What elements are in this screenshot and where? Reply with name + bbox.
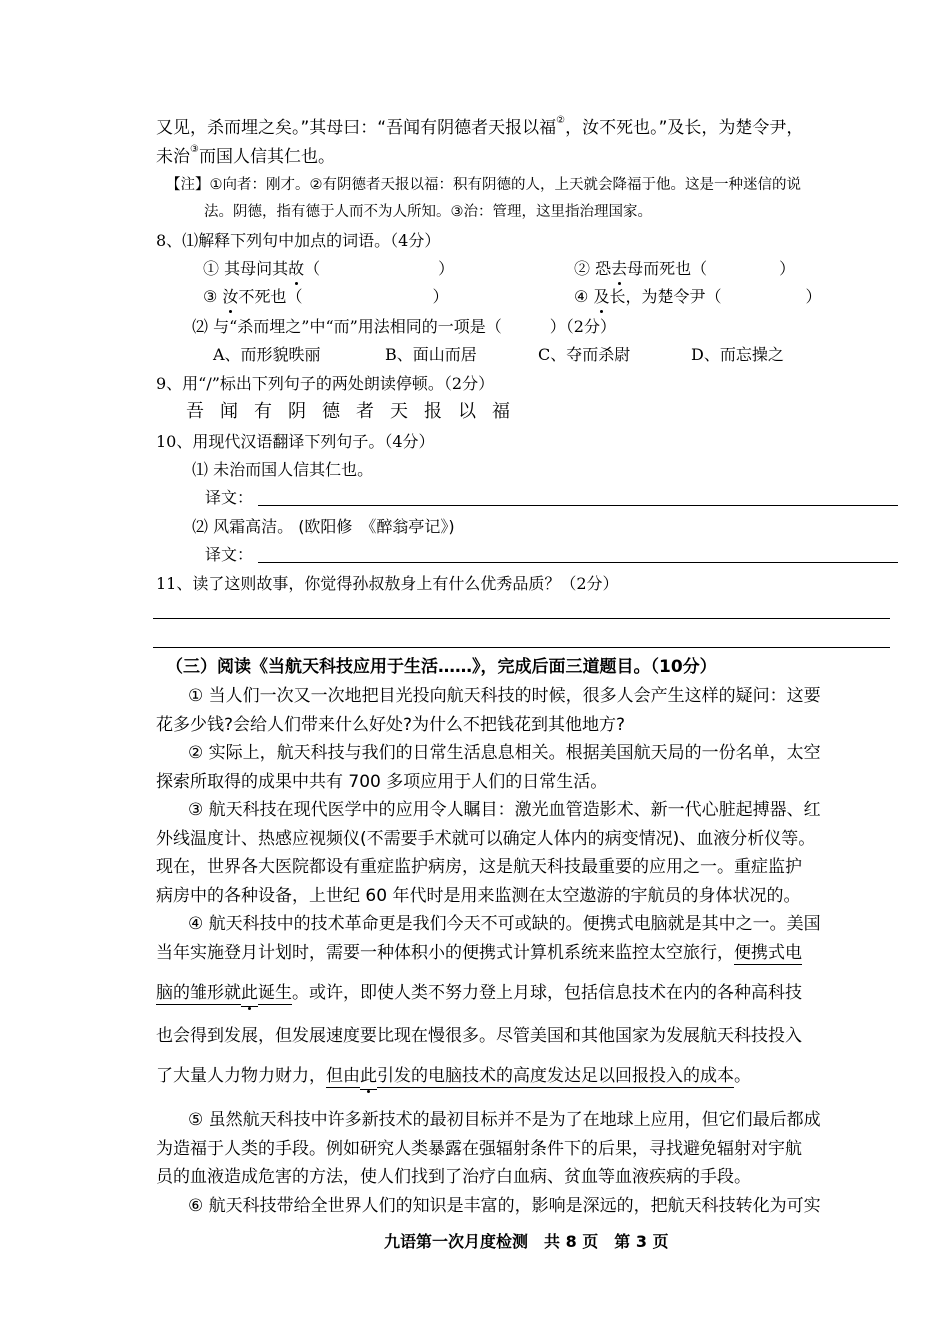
q8-item-4 <box>574 285 822 309</box>
para-5-line-3: 员的血液造成危害的方法，使人们找到了治疗白血病、贫血等血液疾病的手段。 <box>156 1167 751 1187</box>
passage-text: 未治 <box>156 147 190 167</box>
q8-option-a[interactable]: A、而形貌昳丽 <box>213 345 321 364</box>
dotted-word: 此 <box>241 981 258 1007</box>
passage-line-2 <box>156 145 335 169</box>
dotted-word: 去 <box>611 257 627 281</box>
q8-item-1 <box>203 257 454 281</box>
passage-text: 而国人信其仁也。 <box>198 147 335 167</box>
q8-option-b[interactable]: B、面山而居 <box>385 345 477 364</box>
underlined-sentence: 便携式电 <box>734 943 802 963</box>
note-line-1: 【注】①向者：刚才。②有阴德者天报以福：积有阴德的人，上天就会降福于他。这是一种迷信的说 <box>166 177 801 193</box>
dotted-word: 故 <box>288 257 304 281</box>
source-citation: (欧阳修 《醉翁亭记》) <box>298 517 455 536</box>
paren: ） <box>438 259 455 278</box>
q8-item-2 <box>574 257 795 281</box>
q8-option-c[interactable]: C、夺而杀尉 <box>538 345 631 364</box>
paren: ） <box>779 259 796 278</box>
question-8-title: 8、⑴解释下列句中加点的词语。（4分） <box>156 231 441 250</box>
para-text: 。 <box>734 1066 751 1086</box>
question-10-title: 10、用现代汉语翻译下列句子。（4分） <box>156 432 435 451</box>
q11-answer-line-1[interactable] <box>153 618 890 619</box>
q10-translation-label-2: 译文： <box>205 545 254 564</box>
q11-answer-line-2[interactable] <box>153 647 890 648</box>
sentence-text: ⑵ 风霜高洁。 <box>192 517 294 536</box>
q8-option-d[interactable]: D、而忘操之 <box>691 345 784 364</box>
para-4-line-5 <box>156 1064 751 1090</box>
para-3-line-4: 病房中的各种设备，上世纪 60 年代时是用来监测在太空遨游的宇航员的身体状况的。 <box>156 886 801 906</box>
paren: ） <box>432 287 449 306</box>
item-text: 长，为楚令尹 <box>609 287 706 306</box>
item-text: ② 恐 <box>574 259 612 278</box>
footnote-mark: ② <box>556 115 566 126</box>
q10-answer-line-1[interactable] <box>258 505 898 506</box>
footnote-mark: ③ <box>190 144 199 155</box>
passage-text: ，汝不死也。”及长，为楚令尹， <box>565 118 804 138</box>
para-3-line-1: ③ 航天科技在现代医学中的应用令人瞩目：激光血管造影术、新一代心脏起搏器、红 <box>188 800 821 820</box>
item-text: ④ <box>574 287 594 306</box>
underlined-sentence: 但由 <box>326 1066 360 1086</box>
paren: （ <box>304 259 321 278</box>
q8-item-3 <box>203 285 449 309</box>
note-line-2: 法。阴德，指有德于人而不为人所知。③治：管理，这里指治理国家。 <box>204 204 652 220</box>
passage-text: 又见，杀而埋之矣。”其母曰：“吾闻有阴德者天报以福 <box>156 118 557 138</box>
q8-sub2: ⑵ 与“杀而埋之”中“而”用法相同的一项是（ ）（2分） <box>192 317 616 336</box>
para-1-line-2: 花多少钱?会给人们带来什么好处?为什么不把钱花到其他地方? <box>156 715 626 735</box>
para-3-line-2: 外线温度计、热感应视频仪(不需要手术就可以确定人体内的病变情况)、血液分析仪等。 <box>156 829 816 849</box>
dotted-word: 及 <box>593 285 609 309</box>
question-11-title: 11、读了这则故事，你觉得孙叔敖身上有什么优秀品质？（2分） <box>156 574 619 593</box>
passage-line-1 <box>156 116 803 140</box>
paren: （ <box>286 287 303 306</box>
item-text: 不死也 <box>238 287 287 306</box>
paren: （ <box>705 287 722 306</box>
para-4-line-4: 也会得到发展，但发展速度要比现在慢很多。尽管美国和其他国家为发展航天科技投入 <box>156 1026 802 1046</box>
para-1-line-1: ① 当人们一次又一次地把目光投向航天科技的时候，很多人会产生这样的疑问：这要 <box>188 686 821 706</box>
para-6-line-1: ⑥ 航天科技带给全世界人们的知识是丰富的，影响是深远的，把航天科技转化为可实 <box>188 1196 821 1216</box>
item-text: ① 其母问其 <box>203 259 289 278</box>
underlined-sentence: 引发的电脑技术的高度发达足以回报投入的成本 <box>377 1066 734 1086</box>
para-text: 。或许，即使人类不努力登上月球，包括信息技术在内的各种高科技 <box>292 983 802 1003</box>
para-2-line-1: ② 实际上，航天科技与我们的日常生活息息相关。根据美国航天局的一份名单，太空 <box>188 743 821 763</box>
section-3-title: （三）阅读《当航天科技应用于生活……》，完成后面三道题目。（10分） <box>166 657 717 677</box>
para-text: 当年实施登月计划时，需要一种体积小的便携式计算机系统来监控太空旅行， <box>156 943 734 963</box>
para-5-line-2: 为造福于人类的手段。例如研究人类暴露在强辐射条件下的后果，寻找避免辐射对宇航 <box>156 1139 802 1159</box>
para-text: 了大量人力物力财力， <box>156 1066 326 1086</box>
para-4-line-1: ④ 航天科技中的技术革命更是我们今天不可或缺的。便携式电脑就是其中之一。美国 <box>188 914 821 934</box>
q10-sentence-1: ⑴ 未治而国人信其仁也。 <box>192 460 374 479</box>
dotted-word: 汝 <box>222 285 238 309</box>
page-footer: 九语第一次月度检测 共 8 页 第 3 页 <box>384 1232 669 1251</box>
question-9-title: 9、用“/”标出下列句子的两处朗读停顿。（2分） <box>156 374 495 393</box>
paren: （ <box>691 259 708 278</box>
para-4-line-2 <box>156 941 802 965</box>
para-3-line-3: 现在，世界各大医院都设有重症监护病房，这是航天科技最重要的应用之一。重症监护 <box>156 857 802 877</box>
para-2-line-2: 探索所取得的成果中共有 700 多项应用于人们的日常生活。 <box>156 772 608 792</box>
dotted-word: 此 <box>360 1064 377 1090</box>
q10-translation-label-1: 译文： <box>205 488 254 507</box>
underlined-sentence: 诞生 <box>258 983 292 1003</box>
item-text: 母而死也 <box>627 259 692 278</box>
underlined-sentence: 脑的雏形就 <box>156 983 241 1003</box>
item-text: ③ <box>203 287 223 306</box>
para-4-line-3 <box>156 981 802 1007</box>
q10-answer-line-2[interactable] <box>258 562 898 563</box>
para-5-line-1: ⑤ 虽然航天科技中许多新技术的最初目标并不是为了在地球上应用，但它们最后都成 <box>188 1110 821 1130</box>
q9-sentence[interactable]: 吾闻有阴德者天报以福 <box>186 401 526 422</box>
q10-sentence-2 <box>192 515 455 539</box>
paren: ） <box>805 287 822 306</box>
